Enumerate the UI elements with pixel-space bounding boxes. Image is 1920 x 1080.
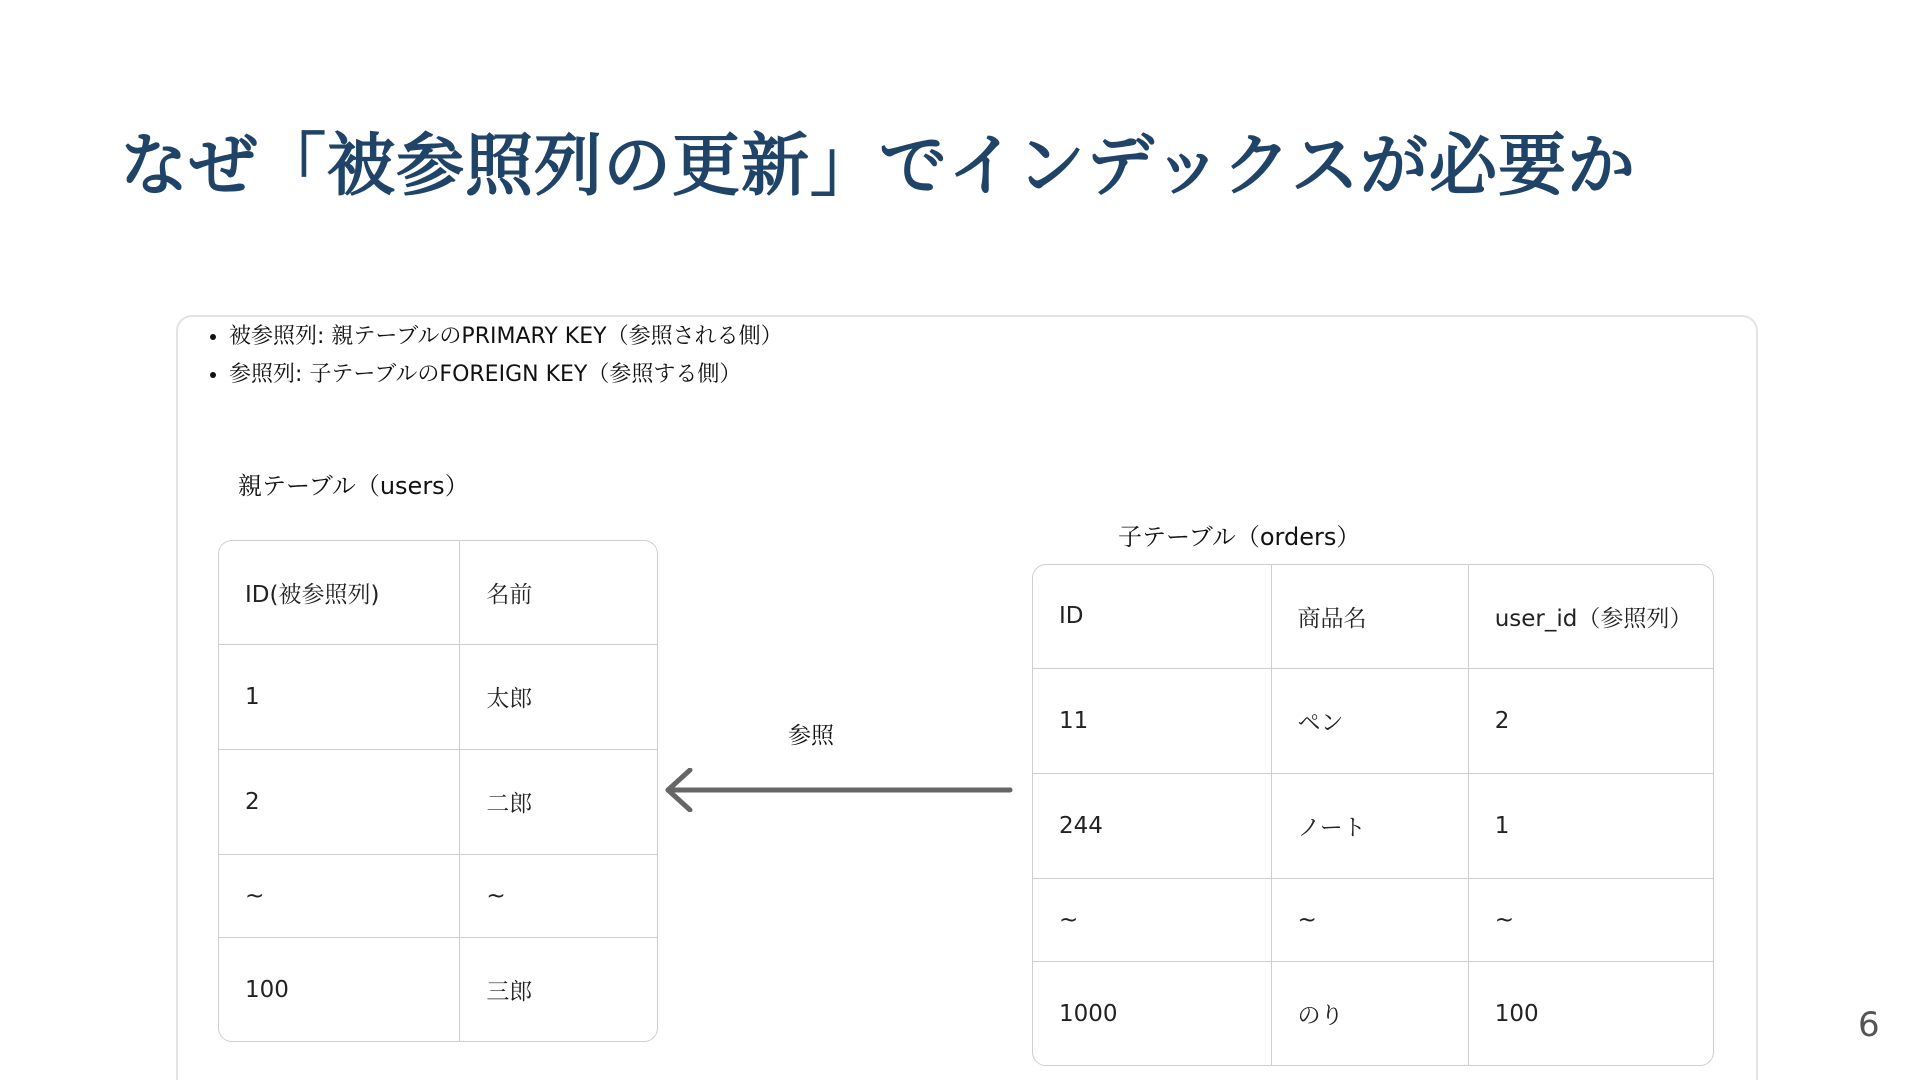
table-cell: ~ [1468, 878, 1713, 961]
table-cell: 二郎 [460, 749, 657, 854]
table-cell: ~ [1271, 878, 1468, 961]
table-cell: 2 [219, 749, 460, 854]
header-cell: ID [1033, 565, 1271, 668]
parent-table-caption: 親テーブル（users） [238, 472, 469, 500]
reference-arrow-label: 参照 [788, 723, 834, 749]
table-row [1033, 668, 1713, 773]
child-table-caption: 子テーブル（orders） [1118, 523, 1361, 551]
table-cell: ~ [460, 854, 657, 937]
definition-list [205, 318, 783, 394]
table-row [219, 854, 657, 937]
table-cell: 2 [1468, 668, 1713, 773]
table-row [1033, 962, 1713, 1065]
table-cell: 11 [1033, 668, 1271, 773]
parent-table [218, 540, 658, 1042]
table-cell: ペン [1271, 668, 1468, 773]
table-cell: ~ [1033, 878, 1271, 961]
table-cell: のり [1271, 962, 1468, 1065]
table-header-row [219, 541, 657, 644]
bullet-referencing-column: • 参照列: 子テーブルのFOREIGN KEY（参照する側） [229, 356, 783, 394]
table-cell: 三郎 [460, 938, 657, 1041]
table-row [1033, 878, 1713, 961]
table-row [1033, 773, 1713, 878]
table-row [219, 749, 657, 854]
table-cell: 1000 [1033, 962, 1271, 1065]
table-cell: 244 [1033, 773, 1271, 878]
slide-title: なぜ「被参照列の更新」でインデックスが必要か [120, 127, 1636, 206]
page-number: 6 [1858, 1005, 1880, 1045]
table-cell: ノート [1271, 773, 1468, 878]
table-cell: 1 [1468, 773, 1713, 878]
table-row [219, 938, 657, 1041]
header-cell: 名前 [460, 541, 657, 644]
table-cell: 太郎 [460, 644, 657, 749]
header-cell: 商品名 [1271, 565, 1468, 668]
child-table [1032, 564, 1714, 1066]
table-header-row [1033, 565, 1713, 668]
table-cell: 1 [219, 644, 460, 749]
table-cell: 100 [219, 938, 460, 1041]
bullet-referenced-column: • 被参照列: 親テーブルのPRIMARY KEY（参照される側） [229, 318, 783, 356]
table-cell: 100 [1468, 962, 1713, 1065]
reference-arrow-icon [660, 768, 1016, 812]
table-row [219, 644, 657, 749]
header-cell: user_id（参照列） [1468, 565, 1713, 668]
table-cell: ~ [219, 854, 460, 937]
header-cell: ID(被参照列) [219, 541, 460, 644]
